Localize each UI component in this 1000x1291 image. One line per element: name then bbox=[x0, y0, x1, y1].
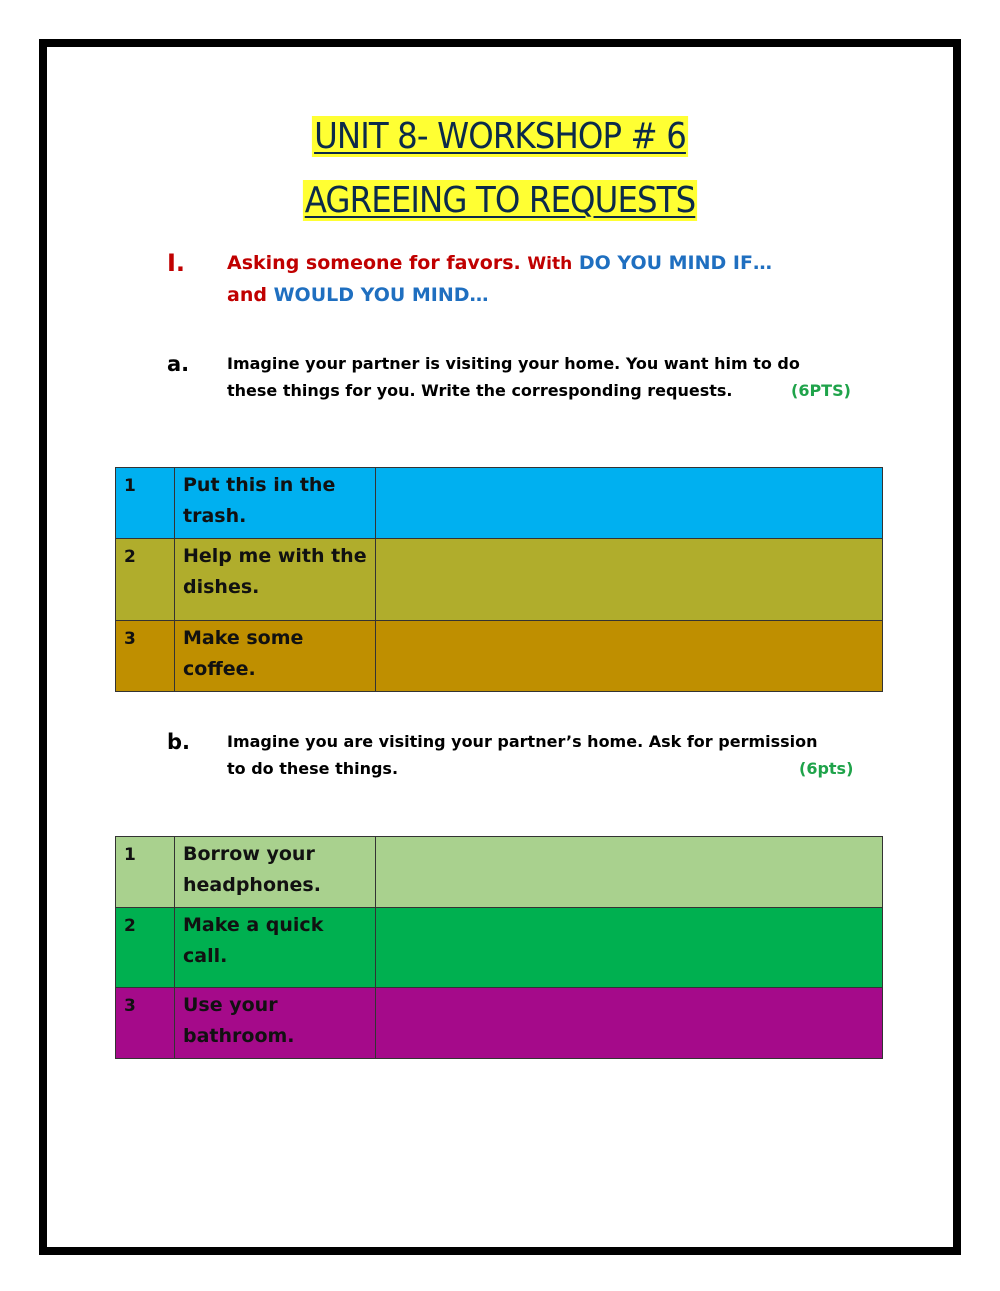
answer-input[interactable] bbox=[384, 631, 878, 654]
part-b-points: (6pts) bbox=[799, 759, 854, 778]
table-row bbox=[116, 468, 883, 539]
prompt-text: Borrow your headphones. bbox=[175, 837, 376, 908]
prompt-text: Put this in the trash. bbox=[175, 468, 376, 539]
section-heading-line1: Asking someone for favors. With DO YOU MIND IF… bbox=[227, 252, 772, 274]
part-b-letter: b. bbox=[167, 730, 191, 754]
prompt-text: Make some coffee. bbox=[175, 621, 376, 692]
prompt-text: Help me with the dishes. bbox=[175, 539, 376, 621]
part-a-points: (6PTS) bbox=[791, 381, 851, 400]
answer-field[interactable] bbox=[376, 621, 883, 692]
row-number: 1 bbox=[116, 837, 175, 908]
part-b-instruction-line1: Imagine you are visiting your partner’s home. Ask for permission bbox=[227, 732, 818, 751]
part-b-instruction-line2: to do these things. bbox=[227, 759, 399, 778]
answer-field[interactable] bbox=[376, 837, 883, 908]
table-row bbox=[116, 837, 883, 908]
answer-field[interactable] bbox=[376, 908, 883, 988]
table-row bbox=[116, 988, 883, 1059]
answer-input[interactable] bbox=[384, 998, 878, 1021]
row-number: 3 bbox=[116, 988, 175, 1059]
answer-field[interactable] bbox=[376, 988, 883, 1059]
worksheet-title: UNIT 8- WORKSHOP # 6 bbox=[314, 116, 686, 157]
answer-field[interactable] bbox=[376, 468, 883, 539]
part-a-instruction-line1: Imagine your partner is visiting your home. You want him to do bbox=[227, 354, 800, 373]
part-b-table bbox=[115, 836, 883, 1059]
answer-input[interactable] bbox=[384, 847, 878, 870]
answer-field[interactable] bbox=[376, 539, 883, 621]
row-number: 2 bbox=[116, 908, 175, 988]
prompt-text: Use your bathroom. bbox=[175, 988, 376, 1059]
table-row bbox=[116, 539, 883, 621]
part-a-letter: a. bbox=[167, 352, 190, 376]
worksheet-subtitle: AGREEING TO REQUESTS bbox=[304, 180, 696, 221]
section-number: I. bbox=[167, 249, 186, 277]
part-a-table bbox=[115, 467, 883, 692]
table-row bbox=[116, 621, 883, 692]
row-number: 3 bbox=[116, 621, 175, 692]
answer-input[interactable] bbox=[384, 549, 878, 572]
row-number: 1 bbox=[116, 468, 175, 539]
section-heading-line2: and WOULD YOU MIND… bbox=[227, 284, 489, 306]
answer-input[interactable] bbox=[384, 918, 878, 941]
answer-input[interactable] bbox=[384, 478, 878, 501]
row-number: 2 bbox=[116, 539, 175, 621]
table-row bbox=[116, 908, 883, 988]
part-a-instruction-line2: these things for you. Write the corresponding requests. bbox=[227, 381, 733, 400]
prompt-text: Make a quick call. bbox=[175, 908, 376, 988]
